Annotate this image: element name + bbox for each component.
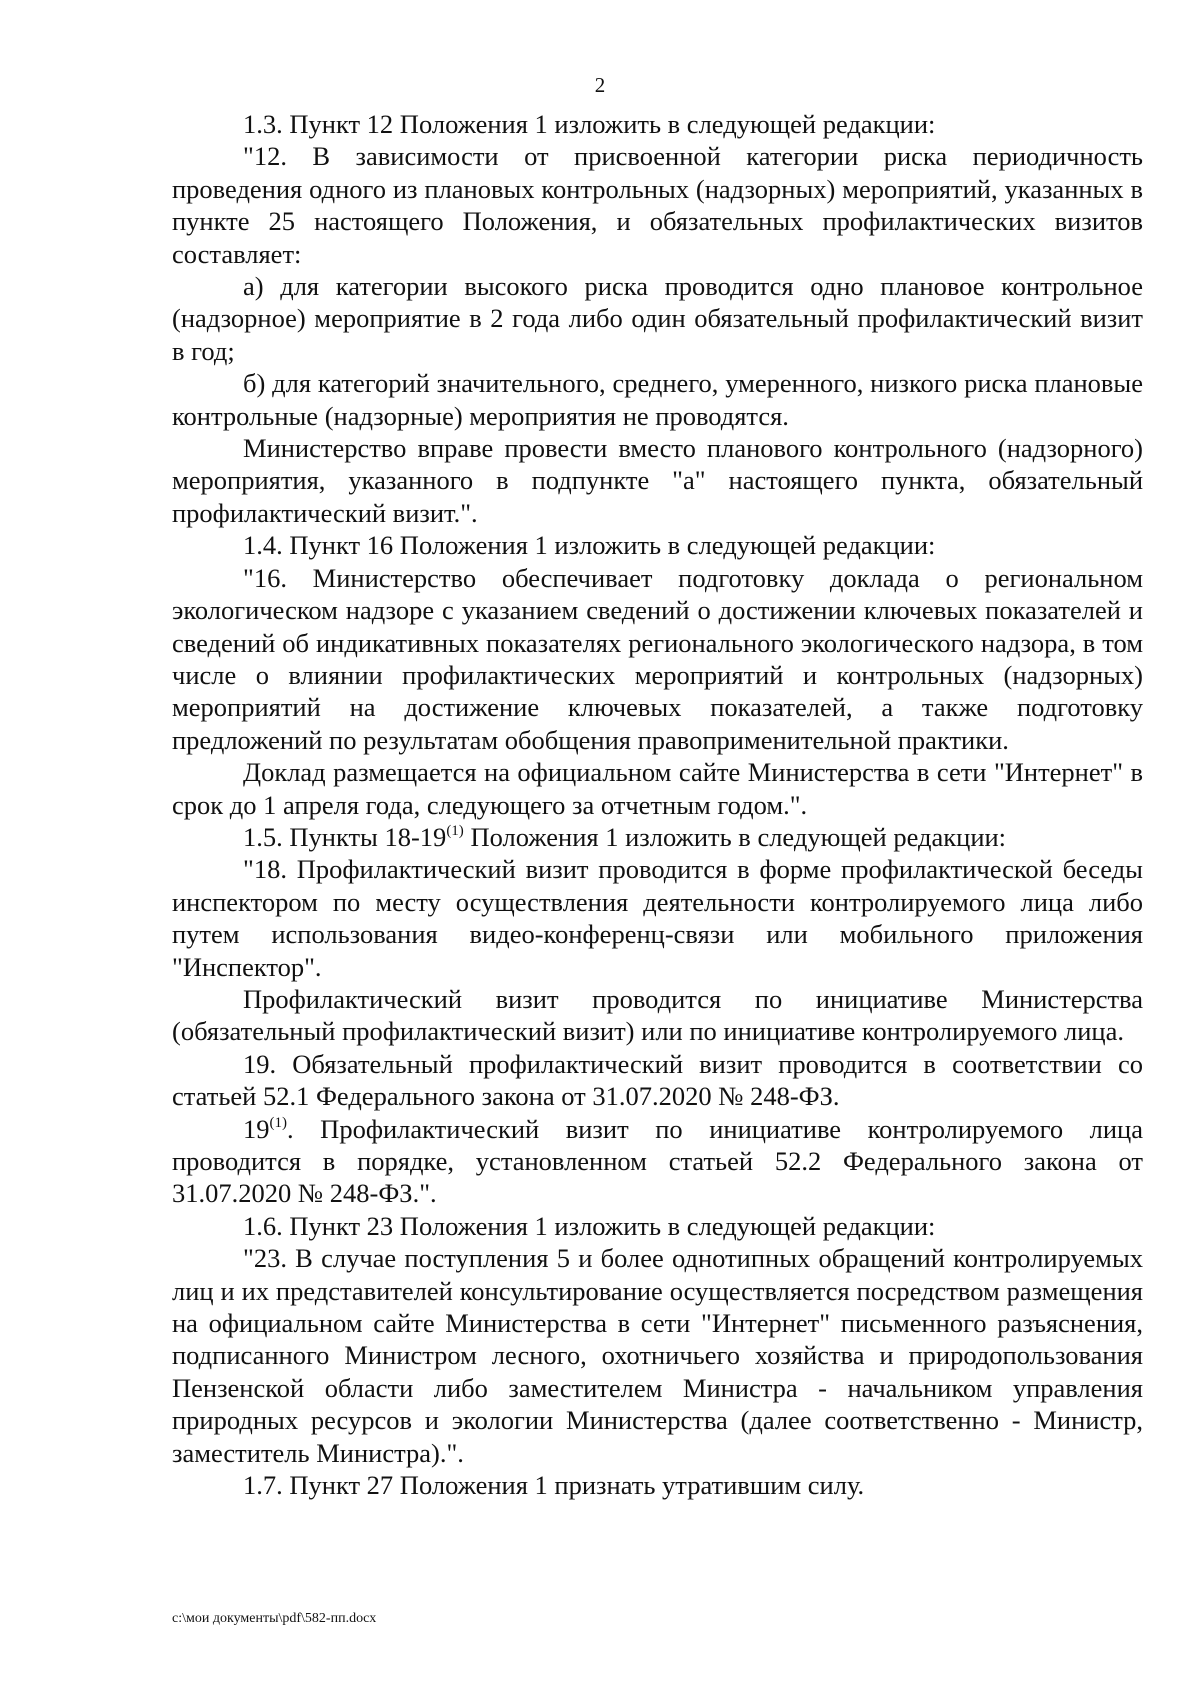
- paragraph-12-a: а) для категории высокого риска проводится одно плановое контрольное (надзорное) мероприятие в 2 года либо один обязательный профилактический визит в год;: [172, 271, 1143, 366]
- paragraph-1-3: 1.3. Пункт 12 Положения 1 изложить в следующей редакции:: [243, 109, 936, 139]
- paragraph-12-b: б) для категорий значительного, среднего, умеренного, низкого риска плановые контрольные (надзорные) мероприятия не проводятся.: [172, 368, 1143, 431]
- paragraph-1-5: [172, 821, 1143, 853]
- paragraph-ministry-right: Министерство вправе провести вместо планового контрольного (надзорного) мероприятия, указанного в подпункте "а" настоящего пункта, обязательный профилактический визит.".: [172, 433, 1143, 528]
- paragraph-1-5-text-end: Положения 1 изложить в следующей редакции:: [463, 821, 1007, 852]
- paragraph-1-4: 1.4. Пункт 16 Положения 1 изложить в следующей редакции:: [243, 530, 936, 561]
- paragraph-19: 19. Обязательный профилактический визит проводится в соответствии со статьей 52.1 Федерального закона от 31.07.2020 № 248-ФЗ.: [172, 1048, 1143, 1112]
- paragraph-23: "23. В случае поступления 5 и более однотипных обращений контролируемых лиц и их представителей консультирование осуществляется посредством размещения на официальном сайте Министерства в сети "Интернет" письменного разъяснения, подписанного Министром лесного, охотничьего хозяйства и природопользования Пензенской области либо заместителем Министра - начальником управления природных ресурсов и экологии Министерства (далее соответственно - Министр, заместитель Министра).".: [172, 1243, 1143, 1468]
- document-body: [172, 108, 1143, 1501]
- paragraph-19-1-number: 19: [243, 1113, 270, 1144]
- superscript-1: (1): [269, 1114, 287, 1131]
- paragraph-1-6: 1.6. Пункт 23 Положения 1 изложить в следующей редакции:: [243, 1210, 936, 1241]
- paragraph-16: "16. Министерство обеспечивает подготовку доклада о региональном экологическом надзоре с указанием сведений о достижении ключевых показателей и сведений об индикативных показателях регионального экологического надзора, в том числе о влиянии профилактических мероприятий и контрольных (надзорных) мероприятий на достижение ключевых показателей, а также подготовку предложений по результатам обобщения правоприменительной практики.: [172, 562, 1143, 755]
- paragraph-19-1: [172, 1113, 1143, 1210]
- superscript-1: (1): [446, 822, 464, 839]
- paragraph-19-1-text: . Профилактический визит по инициативе контролируемого лица проводится в порядке, установленном статьей 52.2 Федерального закона от 31.07.2020 № 248-ФЗ.".: [172, 1113, 1143, 1209]
- paragraph-18: "18. Профилактический визит проводится в форме профилактической беседы инспектором по месту осуществления деятельности контролируемого лица либо путем использования видео-конференц-связи или мобильного приложения "Инспектор".: [172, 854, 1143, 982]
- paragraph-12: "12. В зависимости от присвоенной категории риска периодичность проведения одного из плановых контрольных (надзорных) мероприятий, указанных в пункте 25 настоящего Положения, и обязательных профилактических визитов составляет:: [172, 141, 1143, 269]
- paragraph-report-publication: Доклад размещается на официальном сайте Министерства в сети "Интернет" в срок до 1 апреля года, следующего за отчетным годом.".: [172, 757, 1143, 820]
- footer-file-path: c:\мои документы\pdf\582-пп.docx: [172, 1611, 377, 1626]
- paragraph-1-5-text: 1.5. Пункты 18-19: [243, 821, 447, 852]
- paragraph-1-7: 1.7. Пункт 27 Положения 1 признать утратившим силу.: [243, 1470, 865, 1501]
- page-number: 2: [594, 73, 606, 97]
- paragraph-visit-initiative: Профилактический визит проводится по инициативе Министерства (обязательный профилактический визит) или по инициативе контролируемого лица.: [172, 983, 1143, 1047]
